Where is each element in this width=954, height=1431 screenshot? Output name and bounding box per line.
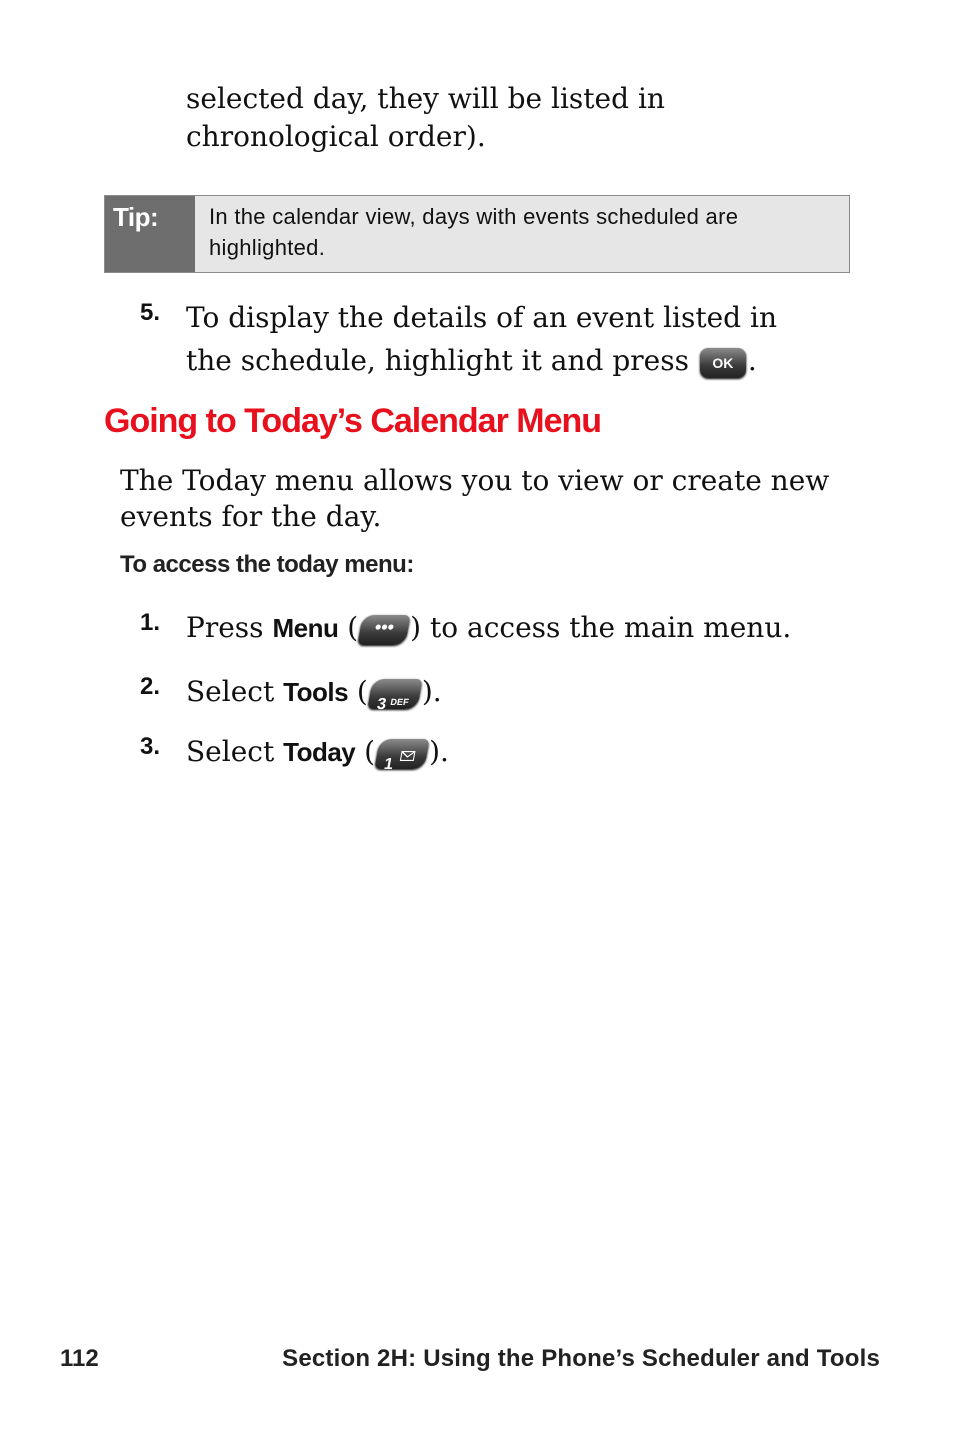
today-label: Today bbox=[283, 737, 356, 767]
step-3 bbox=[140, 730, 449, 774]
continued-paragraph: selected day, they will be listed in chronological order). bbox=[186, 82, 665, 153]
step-5 bbox=[140, 296, 786, 382]
procedure-subheading: To access the today menu: bbox=[120, 551, 414, 578]
step-verb: Select bbox=[186, 735, 275, 768]
step-body: Press Menu ( ••• ) to access the main menu. bbox=[186, 611, 792, 644]
step-verb: Select bbox=[186, 675, 275, 708]
step-number: 2. bbox=[140, 673, 161, 700]
step-number: 5. bbox=[140, 299, 161, 326]
step-verb: Press bbox=[186, 611, 264, 644]
tip-box bbox=[104, 195, 850, 273]
page-footer bbox=[60, 1345, 880, 1377]
step-number: 1. bbox=[140, 609, 161, 636]
key-3-def-icon: 3 DEF bbox=[367, 679, 422, 709]
step-text: To display the details of an event listed in the schedule, highlight it and press bbox=[186, 301, 777, 377]
tip-text: In the calendar view, days with events scheduled are highlighted. bbox=[195, 196, 849, 272]
section-heading: Going to Today’s Calendar Menu bbox=[104, 402, 602, 440]
page-number: 112 bbox=[60, 1345, 99, 1372]
step-1 bbox=[140, 606, 791, 650]
menu-key-icon: ••• bbox=[358, 615, 411, 645]
step-text-end: . bbox=[432, 675, 442, 708]
menu-label: Menu bbox=[272, 613, 339, 643]
envelope-icon bbox=[400, 751, 416, 761]
step-body: Select Tools ( 3 DEF ). bbox=[186, 675, 442, 713]
step-text-end: . bbox=[747, 344, 757, 377]
step-2 bbox=[140, 670, 442, 714]
step-number: 3. bbox=[140, 733, 161, 760]
section-intro: The Today menu allows you to view or create new events for the day. bbox=[120, 464, 830, 533]
step-text-end: to access the main menu. bbox=[430, 611, 792, 644]
step-text-end: . bbox=[440, 735, 449, 768]
key-1-envelope-icon: 1 bbox=[374, 739, 429, 769]
step-body: Select Today ( 1 ). bbox=[186, 735, 449, 773]
ok-key-icon: OK bbox=[700, 348, 746, 378]
tools-label: Tools bbox=[283, 677, 349, 707]
tip-label: Tip: bbox=[105, 196, 195, 272]
footer-section-title: Section 2H: Using the Phone’s Scheduler and Tools bbox=[282, 1345, 880, 1372]
step-body bbox=[186, 296, 786, 382]
